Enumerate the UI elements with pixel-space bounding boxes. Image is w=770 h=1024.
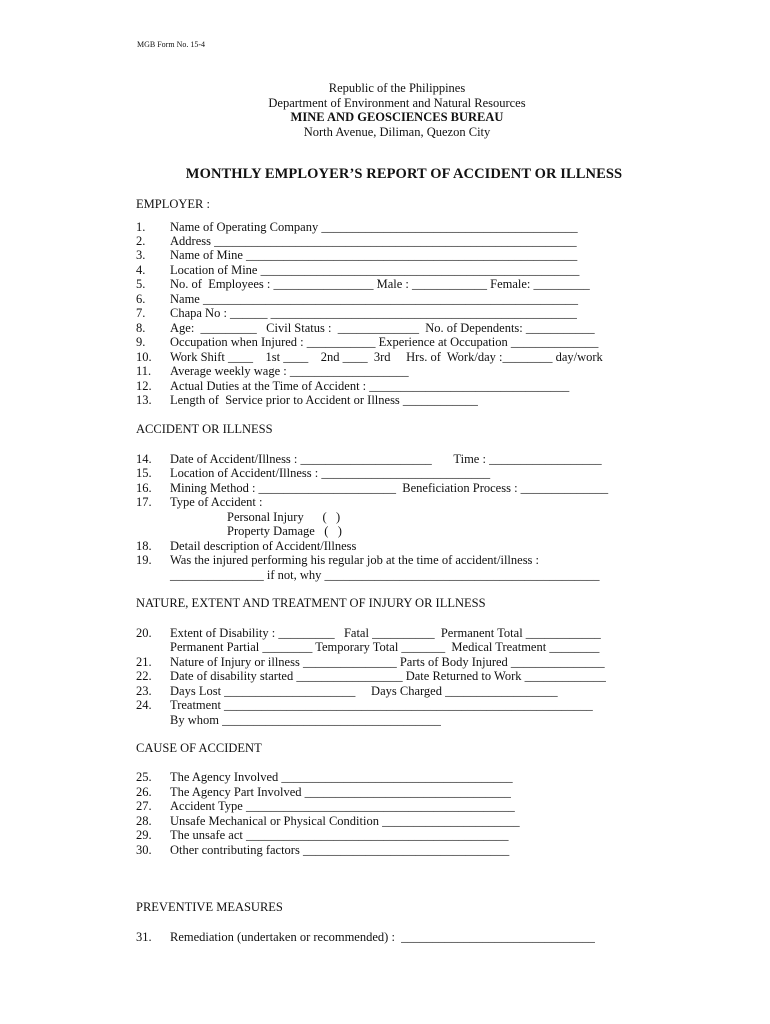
- agency-header: [0, 81, 770, 139]
- list-item: [136, 843, 509, 858]
- list-item: [136, 393, 478, 408]
- item-number: 8.: [136, 321, 146, 335]
- list-item: [136, 248, 577, 263]
- item-text: Name of Mine _____________________________________________________: [170, 248, 578, 262]
- item-number: 6.: [136, 292, 146, 306]
- item-text: Mining Method : ______________________ Beneficiation Process : ______________: [170, 481, 609, 495]
- list-item: [136, 466, 490, 481]
- list-item: [136, 452, 602, 467]
- item-text: Treatment ___________________________________________________________: [170, 698, 593, 712]
- header-line-3: MINE AND GEOSCIENCES BUREAU: [290, 110, 504, 124]
- item-text: Occupation when Injured : ___________ Experience at Occupation ______________: [170, 335, 599, 349]
- item-number: 7.: [136, 306, 146, 320]
- section-preventive: PREVENTIVE MEASURES: [136, 900, 283, 914]
- item-number: 15.: [136, 466, 152, 480]
- item-number: 10.: [136, 350, 152, 364]
- item-number: 16.: [136, 481, 152, 495]
- list-item: [136, 306, 577, 321]
- item-number: 3.: [136, 248, 146, 262]
- list-item: [136, 335, 598, 350]
- item-text: Date of disability started _________________ Date Returned to Work _____________: [170, 669, 606, 683]
- item-number: 30.: [136, 843, 152, 857]
- item-number: 29.: [136, 828, 152, 842]
- list-item: [136, 220, 578, 235]
- item-text: Average weekly wage : ___________________: [170, 364, 409, 378]
- list-item: [136, 655, 605, 670]
- item-number: 9.: [136, 335, 146, 349]
- item-number: 20.: [136, 626, 152, 640]
- section-cause: CAUSE OF ACCIDENT: [136, 741, 262, 755]
- list-item: [136, 770, 513, 785]
- item-text: Other contributing factors _________________________________: [170, 843, 510, 857]
- option-personal-injury: Personal Injury ( ): [227, 510, 341, 524]
- item-number: 4.: [136, 263, 146, 277]
- list-item: [136, 379, 569, 394]
- item-number: 21.: [136, 655, 152, 669]
- list-item: [136, 553, 539, 568]
- item-text: Name of Operating Company _________________________________________: [170, 220, 578, 234]
- list-item: [136, 539, 356, 554]
- item-text: Was the injured performing his regular job at the time of accident/illness :: [170, 553, 540, 567]
- item-text: Work Shift ____ 1st ____ 2nd ____ 3rd Hrs. of Work/day :________ day/work: [170, 350, 603, 364]
- item-text: Location of Mine ___________________________________________________: [170, 263, 580, 277]
- item-number: 2.: [136, 234, 146, 248]
- list-item: [136, 234, 577, 249]
- item-text: Actual Duties at the Time of Accident : ________________________________: [170, 379, 570, 393]
- list-item: [136, 277, 590, 292]
- item-number: 23.: [136, 684, 152, 698]
- item-number: 22.: [136, 669, 152, 683]
- list-item: [136, 626, 601, 641]
- item-number: 19.: [136, 553, 152, 567]
- list-item: [136, 481, 608, 496]
- item-text: The Agency Involved _____________________________________: [170, 770, 513, 784]
- item-continuation: _______________ if not, why ____________________________________________: [170, 568, 600, 582]
- header-line-2: Department of Environment and Natural Resources: [268, 95, 526, 110]
- list-item: [136, 684, 558, 699]
- section-employer: EMPLOYER :: [136, 197, 210, 211]
- form-number: MGB Form No. 15-4: [137, 40, 206, 49]
- item-number: 27.: [136, 799, 152, 813]
- item-text: Name ____________________________________________________________: [170, 292, 578, 306]
- list-item: [136, 785, 511, 800]
- list-item: [136, 364, 409, 379]
- header-line-4: North Avenue, Diliman, Quezon City: [303, 124, 491, 139]
- list-item: [136, 930, 595, 945]
- list-item: [136, 495, 263, 510]
- item-text: Age: _________ Civil Status : _____________ No. of Dependents: ___________: [170, 321, 595, 335]
- item-number: 25.: [136, 770, 152, 784]
- item-text: Detail description of Accident/Illness: [170, 539, 357, 553]
- item-text: Accident Type ___________________________________________: [170, 799, 515, 813]
- header-line-1: Republic of the Philippines: [328, 81, 466, 95]
- list-item: [136, 350, 603, 365]
- item-text: Chapa No : ______ _________________________________________________: [170, 306, 577, 320]
- item-number: 11.: [136, 364, 152, 378]
- section-accident: ACCIDENT OR ILLNESS: [136, 422, 273, 436]
- item-number: 14.: [136, 452, 152, 466]
- item-text: The unsafe act __________________________________________: [170, 828, 509, 842]
- list-item: [136, 292, 578, 307]
- item-text: Date of Accident/Illness : _____________________ Time : __________________: [170, 452, 602, 466]
- option-property-damage: Property Damage ( ): [227, 524, 342, 538]
- list-item: [136, 321, 595, 336]
- item-continuation: Permanent Partial ________ Temporary Total _______ Medical Treatment ________: [170, 640, 600, 654]
- item-number: 5.: [136, 277, 146, 291]
- list-item: [136, 263, 579, 278]
- item-text: Nature of Injury or illness _______________ Parts of Body Injured _______________: [170, 655, 605, 669]
- item-number: 26.: [136, 785, 152, 799]
- item-number: 17.: [136, 495, 152, 509]
- form-title: MONTHLY EMPLOYER’S REPORT OF ACCIDENT OR ILLNESS: [185, 166, 623, 182]
- list-item: [136, 828, 509, 843]
- item-text: The Agency Part Involved _________________________________: [170, 785, 511, 799]
- list-item: [136, 669, 606, 684]
- item-text: Length of Service prior to Accident or Illness ____________: [170, 393, 478, 407]
- item-number: 28.: [136, 814, 152, 828]
- item-text: Address __________________________________________________________: [170, 234, 577, 248]
- item-text: Days Lost _____________________ Days Charged __________________: [170, 684, 558, 698]
- item-number: 12.: [136, 379, 152, 393]
- item-number: 24.: [136, 698, 152, 712]
- section-nature: NATURE, EXTENT AND TREATMENT OF INJURY OR ILLNESS: [136, 596, 486, 610]
- item-text: Extent of Disability : _________ Fatal __________ Permanent Total ____________: [170, 626, 601, 640]
- item-number: 13.: [136, 393, 152, 407]
- item-number: 1.: [136, 220, 146, 234]
- item-number: 31.: [136, 930, 152, 944]
- list-item: [136, 698, 593, 713]
- item-text: Location of Accident/Illness : ___________________________: [170, 466, 491, 480]
- item-text: No. of Employees : ________________ Male : ____________ Female: _________: [170, 277, 590, 291]
- item-text: Remediation (undertaken or recommended) : _______________________________: [170, 930, 595, 944]
- item-text: Unsafe Mechanical or Physical Condition ______________________: [170, 814, 520, 828]
- item-text: Type of Accident :: [170, 495, 263, 509]
- item-number: 18.: [136, 539, 152, 553]
- item-continuation: By whom ___________________________________: [170, 713, 441, 727]
- list-item: [136, 799, 515, 814]
- list-item: [136, 814, 520, 829]
